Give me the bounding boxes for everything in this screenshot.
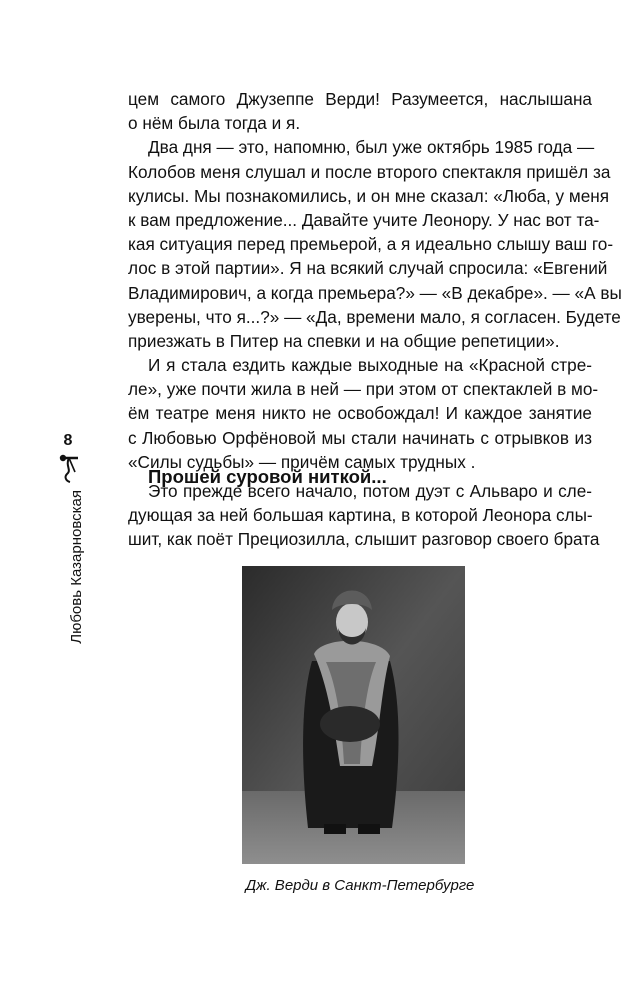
text-line: Два дня — это, напомню, был уже октябрь 1985 года — xyxy=(148,137,595,158)
text-line: с Любовью Орфёновой мы стали начинать с отрывков из xyxy=(128,427,592,448)
text-line: ле», уже почти жила в ней — при этом от спектаклей в мо- xyxy=(128,379,599,400)
verdi-photo xyxy=(242,566,465,864)
photo-caption: Дж. Верди в Санкт-Петербурге xyxy=(245,877,475,894)
text-line: Колобов меня слушал и после второго спектакля пришёл за xyxy=(128,161,611,182)
side-margin xyxy=(48,430,88,670)
text-line: Владимирович, а когда премьера?» — «В декабре». — «А вы xyxy=(128,282,622,303)
text-line: лос в этой партии». Я на всякий случай спросила: «Евгений xyxy=(128,258,608,279)
text-line: кулисы. Мы познакомились, и он мне сказал: «Люба, у меня xyxy=(128,185,610,206)
text-line: к вам предложение... Давайте учите Леонору. У нас вот та- xyxy=(128,209,600,230)
verdi-photo-illustration xyxy=(242,566,465,864)
main-text-lower xyxy=(128,479,600,552)
text-line: ём театре меня никто не освобождал! И каждое занятие xyxy=(128,403,592,424)
text-line: кая ситуация перед премьерой, а я идеально слышу ваш го- xyxy=(128,234,614,255)
text-line: о нём была тогда и я. xyxy=(128,113,301,134)
text-line: уверены, что я...?» — «Да, времени мало, я согласен. Будете xyxy=(128,306,621,327)
text-line: дующая за ней большая картина, в которой Леонора слы- xyxy=(128,505,593,526)
text-line: «Силы судьбы» — причём самых трудных . xyxy=(128,451,476,472)
text-line: И я стала ездить каждые выходные на «Красной стре- xyxy=(148,355,592,376)
text-line: шит, как поёт Прециозилла, слышит разговор своего брата xyxy=(128,529,600,550)
running-author: Любовь Казарновская xyxy=(68,490,85,644)
text-line: Это прежде всего начало, потом дуэт с Альваро и сле- xyxy=(148,481,592,501)
main-text-upper xyxy=(128,87,622,474)
page-number: 8 xyxy=(63,432,73,449)
publisher-logo-icon xyxy=(56,452,82,486)
text-line: приезжать в Питер на спевки и на общие репетиции». xyxy=(128,330,560,351)
text-line: цем самого Джузеппе Верди! Разумеется, наслышана xyxy=(128,89,592,109)
section-heading: Прошей суровой ниткой... xyxy=(148,466,387,487)
